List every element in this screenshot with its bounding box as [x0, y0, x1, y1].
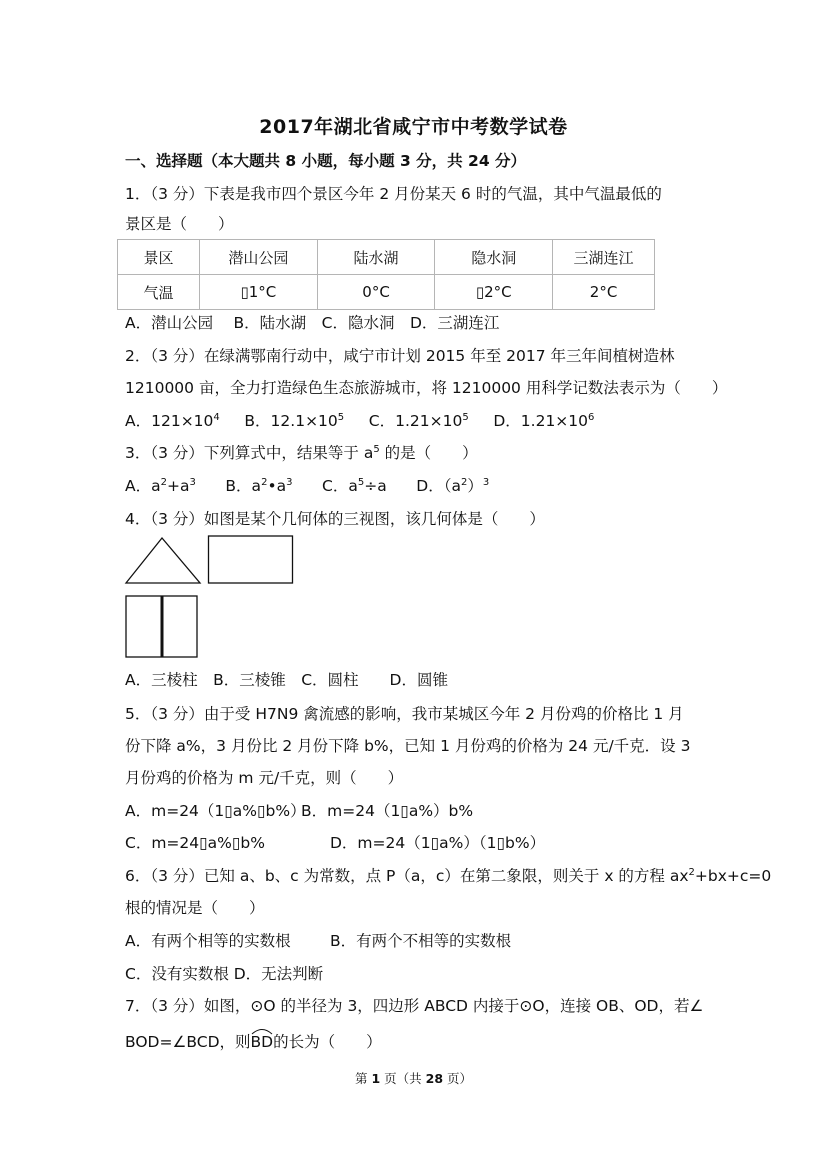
- q7-stem-line2: BOD=∠BCD，则 BD的长为（ ）: [125, 1032, 382, 1052]
- table-cell: 气温: [118, 275, 200, 310]
- q5-option-a: A．m=24（1▯a%▯b%）: [125, 802, 306, 820]
- table-cell: ▯1°C: [199, 275, 317, 310]
- q3-option-d: D．$(a^2)^3$: [416, 477, 490, 495]
- table-cell: ▯2°C: [435, 275, 553, 310]
- front-view-triangle: [124, 534, 204, 586]
- q5-stem-line3: 月份鸡的价格为 m 元/千克，则（ ）: [125, 769, 404, 787]
- table-header-row: [118, 240, 655, 275]
- q2-stem-line1: 2．（3 分）在绿满鄂南行动中，咸宁市计划 2015 年至 2017 年三年间植树造林: [125, 347, 675, 365]
- arc-bd-label: BD: [251, 1032, 274, 1052]
- q2-option-c: C．$1.21\times 10^5$: [368, 412, 469, 430]
- page-footer: 第 1 页（共 28 页）: [354, 1071, 473, 1086]
- q5-option-d: D．m=24（1▯a%）（1▯b%）: [330, 834, 546, 852]
- q6-option-cd: C．没有实数根 D．无法判断: [125, 965, 324, 983]
- q6-option-b: B．有两个不相等的实数根: [330, 932, 512, 950]
- q1-options: A．潜山公园 B．陆水湖 C．隐水洞 D．三湖连江: [125, 314, 500, 332]
- q7-stem-line1: 7．（3 分）如图，⊙O 的半径为 3，四边形 ABCD 内接于⊙O，连接 OB、OD，若∠: [125, 997, 704, 1015]
- page-number: 1: [371, 1071, 381, 1086]
- q2-option-a: A．$121\times 10^4$: [125, 412, 220, 430]
- table-cell: 潜山公园: [199, 240, 317, 275]
- q5-option-b: B．m=24（1▯a%）b%: [301, 802, 474, 820]
- side-view-rectangle: [207, 534, 295, 586]
- q2-stem-line2: 1210000 亩，全力打造绿色生态旅游城市，将 1210000 用科学记数法表示为（ ）: [125, 379, 728, 397]
- q2-option-d: D．$1.21\times 10^6$: [493, 412, 595, 430]
- table-cell: 景区: [118, 240, 200, 275]
- table-cell: 0°C: [317, 275, 435, 310]
- temperature-table: [117, 239, 655, 310]
- table-cell: 2°C: [553, 275, 655, 310]
- arc-mark-icon: [251, 1025, 273, 1035]
- q6-stem-line2: 根的情况是（ ）: [125, 899, 265, 917]
- q1-stem-line1: 1．（3 分）下表是我市四个景区今年 2 月份某天 6 时的气温，其中气温最低的: [125, 185, 662, 203]
- q3-option-b: B．$a^2•a^3$: [225, 477, 293, 495]
- table-cell: 隐水洞: [435, 240, 553, 275]
- q4-stem: 4．（3 分）如图是某个几何体的三视图，该几何体是（ ）: [125, 510, 545, 528]
- q4-options: A．三棱柱 B．三棱锥 C．圆柱 D．圆锥: [125, 671, 448, 689]
- q5-option-c: C．m=24▯a%▯b%: [125, 834, 265, 852]
- table-cell: 陆水湖: [317, 240, 435, 275]
- table-cell: 三湖连江: [553, 240, 655, 275]
- q6-stem-line1: 6．（3 分）已知 a、b、c 为常数，点 P（a，c）在第二象限，则关于 x 的方程 $ax^2+bx+c=0$: [125, 867, 772, 885]
- q2-option-b: B．$12.1\times 10^5$: [244, 412, 345, 430]
- section-heading: 一、选择题（本大题共 8 小题，每小题 3 分，共 24 分）: [125, 152, 527, 170]
- q1-stem-line2: 景区是（ ）: [125, 215, 234, 233]
- q5-stem-line1: 5．（3 分）由于受 H7N9 禽流感的影响，我市某城区今年 2 月份鸡的价格比 1 月: [125, 705, 684, 723]
- q3-options: [125, 476, 489, 496]
- exam-title: 2017年湖北省咸宁市中考数学试卷: [259, 116, 568, 138]
- table-row: [118, 275, 655, 310]
- page-total: 28: [425, 1071, 444, 1086]
- q3-option-a: A．$a^2+a^3$: [125, 477, 196, 495]
- q3-stem: 3．（3 分）下列算式中，结果等于 $a^5$ 的是（ ）: [125, 444, 478, 462]
- q2-options: [125, 411, 594, 431]
- top-view-rectangle: [124, 594, 200, 660]
- q6-option-a: A．有两个相等的实数根: [125, 932, 291, 950]
- q5-stem-line2: 份下降 a%，3 月份比 2 月份下降 b%，已知 1 月份鸡的价格为 24 元/千克．设 3: [125, 737, 691, 755]
- q3-option-c: C．$a^5\div a$: [322, 477, 387, 495]
